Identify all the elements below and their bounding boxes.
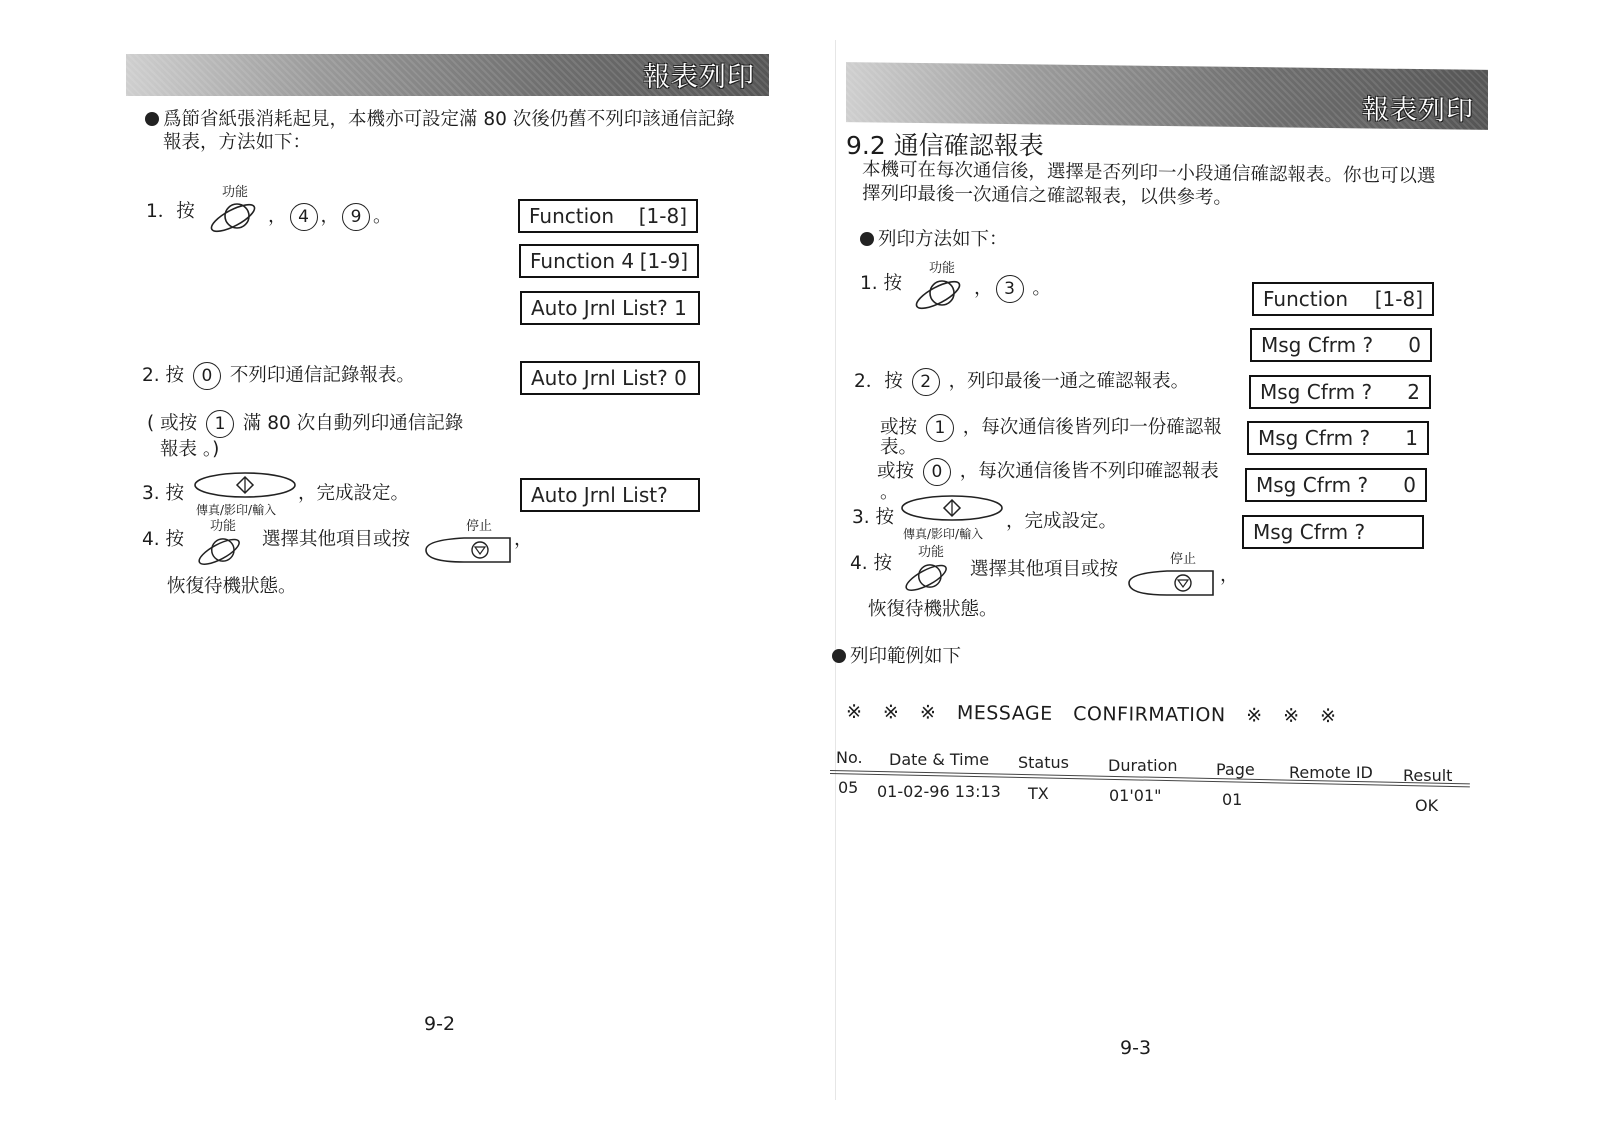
key-1-icon: 1: [206, 410, 234, 438]
left-step2-prefix: 2. 按: [142, 365, 185, 386]
right-lcd-1: Function [1-8]: [1252, 282, 1434, 316]
right-header-title: 報表列印: [1362, 94, 1474, 127]
table-cell-page: 01: [1222, 790, 1243, 809]
right-step2-prefix: 2．按: [854, 371, 903, 392]
right-function-key-label: 功能: [929, 261, 956, 276]
table-cell-status: TX: [1028, 784, 1049, 803]
left-start-key-label: 傳真/影印/輸入: [196, 503, 277, 517]
right-alt2-text: ，每次通信後皆不列印確認報表: [959, 461, 1219, 482]
right-function-key-icon: [912, 275, 968, 311]
right-step4-text: 選擇其他項目或按: [970, 559, 1119, 580]
right-stop-key-label: 停止: [1170, 552, 1197, 567]
left-header-title: 報表列印: [643, 62, 755, 93]
left-step1-sep-b: ，: [320, 206, 340, 227]
right-step4-comma: ，: [1220, 565, 1239, 586]
key-9-icon: 9: [342, 203, 370, 231]
report-title: ※ ※ ※ MESSAGE CONFIRMATION ※ ※ ※: [845, 701, 1337, 728]
left-intro-line-1: 爲節省紙張消耗起見，本機亦可設定滿 80 次後仍舊不列印該通信記錄: [145, 108, 735, 132]
left-step1-prefix: 1．按: [146, 201, 195, 222]
left-lcd-5: Auto Jrnl List?: [520, 478, 700, 512]
left-intro-line-2: 報表，方法如下：: [163, 132, 312, 153]
left-step1-sep-a: ，: [268, 206, 287, 227]
left-stop-key-icon: [424, 534, 514, 566]
table-cell-date-time: 01-02-96 13:13: [877, 782, 1001, 801]
right-header-bar: [846, 62, 1488, 130]
left-page-number: 9-2: [424, 1013, 456, 1035]
left-step3-prefix: 3. 按: [142, 483, 185, 504]
key-1-icon: 1: [926, 414, 954, 442]
left-function-key-label: 功能: [222, 185, 249, 200]
right-start-key-label: 傳真/影印/輸入: [903, 527, 984, 541]
table-header-result: Result: [1403, 766, 1453, 785]
right-alt2-text-2: 。: [880, 482, 899, 503]
right-page-number: 9-3: [1120, 1037, 1152, 1059]
right-start-key-icon: [900, 494, 1004, 522]
right-step1-sep: ，: [974, 278, 993, 299]
left-step4-text: 選擇其他項目或按: [262, 529, 411, 550]
left-lcd-3: Auto Jrnl List? 1: [520, 291, 700, 325]
right-alt1-text: ，每次通信後皆列印一份確認報: [962, 417, 1222, 438]
key-4-icon: 4: [290, 203, 318, 231]
left-step4-text-2: 恢復待機狀態。: [167, 576, 297, 597]
right-lcd-3: Msg Cfrm ? 2: [1249, 375, 1431, 409]
right-lcd-4: Msg Cfrm ? 1: [1247, 421, 1429, 455]
left-step4-prefix: 4. 按: [142, 529, 185, 550]
right-lcd-2: Msg Cfrm ? 0: [1250, 328, 1432, 362]
right-step2-text: ，列印最後一通之確認報表。: [948, 371, 1190, 392]
table-header-status: Status: [1018, 753, 1069, 772]
right-lcd-5: Msg Cfrm ? 0: [1245, 468, 1427, 502]
table-cell-duration: 01'01": [1109, 786, 1162, 805]
right-step1-prefix: 1. 按: [860, 273, 903, 294]
table-header-no: No.: [836, 748, 863, 767]
left-step3-text: ，完成設定。: [298, 483, 410, 504]
key-0-icon: 0: [923, 458, 951, 486]
bullet-icon: [832, 649, 846, 663]
key-2-icon: 2: [912, 368, 940, 396]
bullet-icon: [145, 112, 159, 126]
right-intro-line-1: 本機可在每次通信後，選擇是否列印一小段通信確認報表。你也可以選: [861, 159, 1436, 188]
table-cell-result: OK: [1415, 796, 1439, 815]
right-method-heading: 列印方法如下：: [860, 228, 1008, 252]
left-start-key-icon: [193, 471, 297, 499]
left-stop-key-label: 停止: [466, 519, 493, 534]
right-alt2-prefix: 或按: [877, 461, 915, 482]
table-header-date-time: Date & Time: [889, 750, 990, 769]
right-section-title: 9.2 通信確認報表: [846, 131, 1044, 160]
bullet-icon: [860, 232, 874, 246]
right-function-key-label-2: 功能: [918, 545, 945, 560]
left-lcd-4: Auto Jrnl List? 0: [520, 361, 700, 395]
left-header-bar: [126, 54, 769, 96]
left-function-key-icon: [207, 198, 263, 234]
key-3-icon: 3: [996, 275, 1024, 303]
right-lcd-6: Msg Cfrm ?: [1242, 515, 1424, 549]
right-example-heading: 列印範例如下: [832, 645, 961, 669]
left-lcd-2: Function 4 [1-9]: [519, 244, 699, 278]
right-stop-key-icon: [1127, 566, 1217, 600]
right-intro-line-2: 擇列印最後一次通信之確認報表，以供參考。: [861, 183, 1233, 209]
left-step2-text: 不列印通信記錄報表。: [229, 365, 415, 386]
key-0-icon: 0: [193, 362, 221, 390]
table-header-page: Page: [1216, 760, 1255, 779]
left-function-key-icon-2: [195, 532, 247, 568]
left-alt-text-2: 報表 。): [160, 439, 220, 460]
right-step3-prefix: 3. 按: [852, 507, 895, 528]
right-step4-text-2: 恢復待機狀態。: [868, 599, 998, 620]
right-step1-end: 。: [1032, 278, 1051, 299]
table-cell-no: 05: [838, 778, 859, 797]
right-function-key-icon-2: [902, 558, 954, 594]
left-alt-prefix: ( 或按: [147, 413, 198, 434]
left-function-key-label-2: 功能: [210, 519, 237, 534]
left-lcd-1: Function [1-8]: [518, 199, 698, 233]
table-header-duration: Duration: [1108, 756, 1178, 775]
left-step1-end: 。: [373, 206, 392, 227]
right-step3-text: ，完成設定。: [1006, 511, 1118, 532]
table-header-remote-id: Remote ID: [1289, 763, 1373, 782]
right-step4-prefix: 4. 按: [850, 553, 893, 574]
left-step4-comma: ，: [514, 529, 533, 550]
left-alt-text: 滿 80 次自動列印通信記錄: [242, 413, 464, 434]
right-alt1-text-2: 表。: [880, 437, 918, 458]
right-alt1-prefix: 或按: [880, 417, 918, 438]
page-gutter: [835, 40, 836, 1100]
